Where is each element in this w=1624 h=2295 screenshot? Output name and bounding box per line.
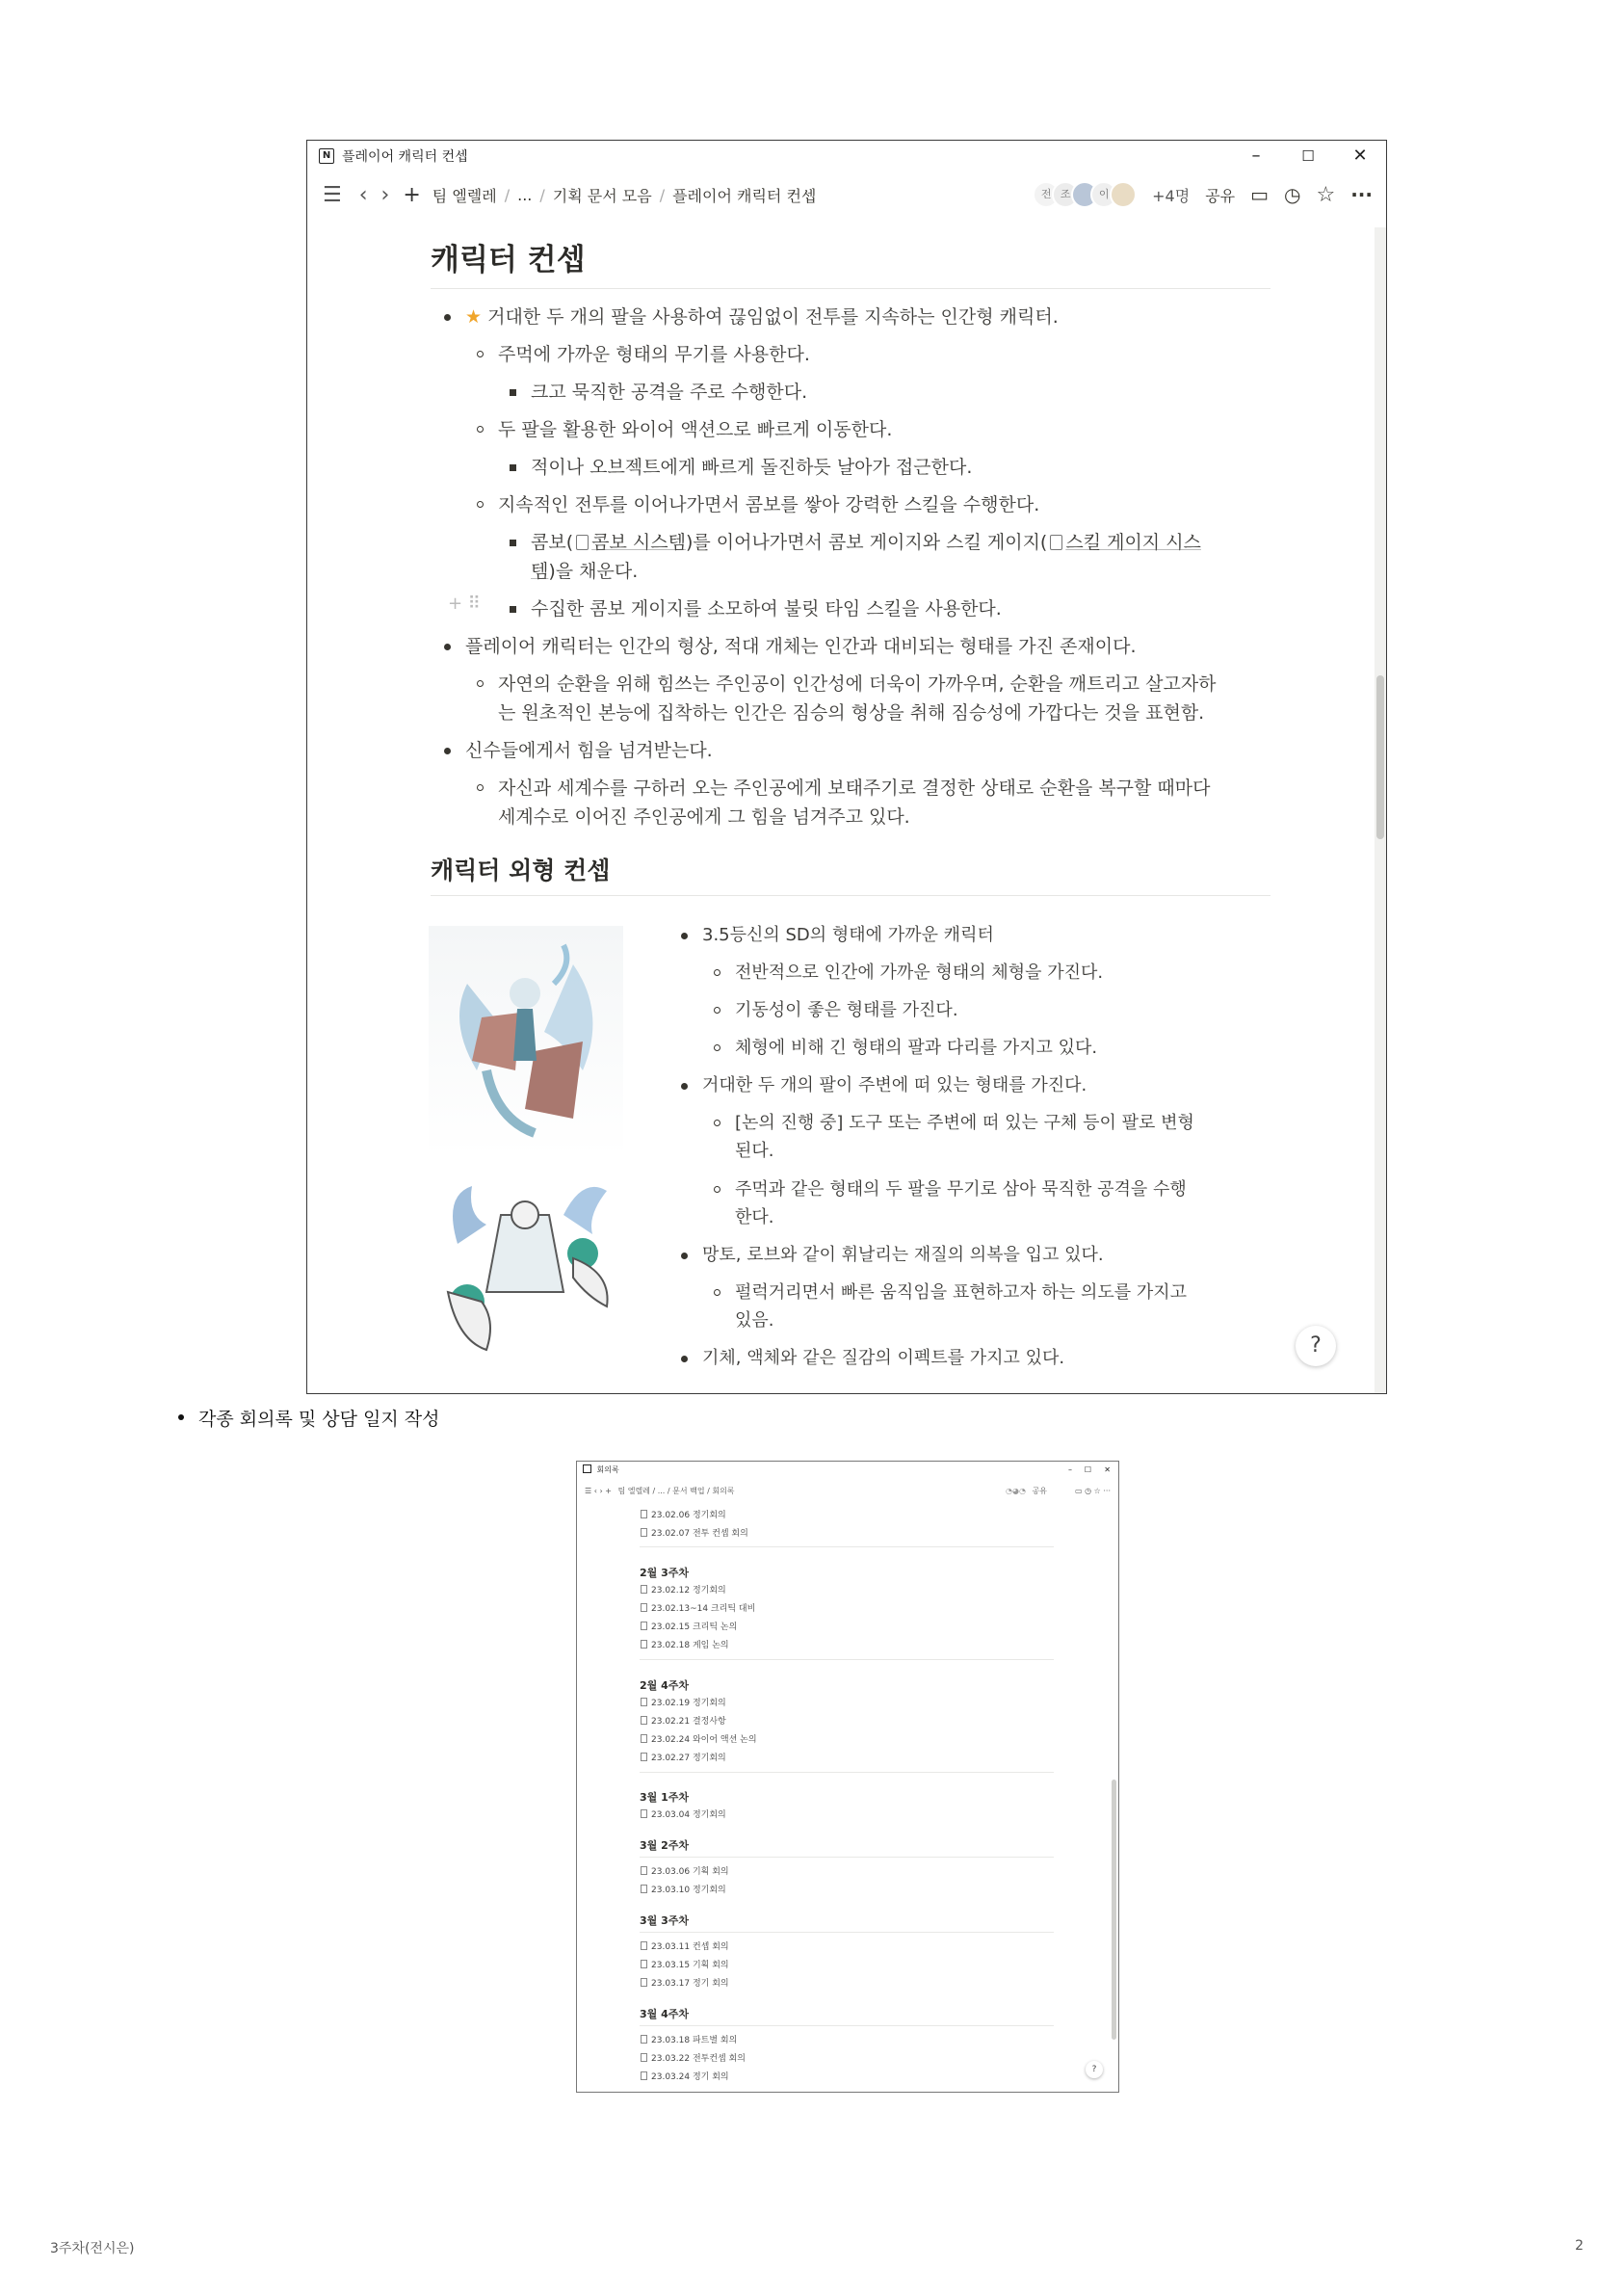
- page-link-icon: [1050, 535, 1062, 550]
- section-heading: 3월 1주차: [640, 1791, 690, 1804]
- divider: [640, 1659, 1054, 1660]
- share-button[interactable]: 공유: [1205, 186, 1236, 205]
- maximize-button[interactable]: ☐: [1084, 1465, 1091, 1474]
- avatar: 이: [1090, 181, 1117, 208]
- list-item[interactable]: 23.03.04 정기회의: [641, 1807, 726, 1820]
- list-item-continuation: 세계수로 이어진 주인공에게 그 힘을 넘겨주고 있다.: [498, 806, 910, 828]
- title-bar: [307, 141, 1386, 171]
- heading-character-concept: 캐릭터 컨셉: [431, 243, 586, 277]
- list-item-continuation: 있음.: [735, 1310, 774, 1331]
- avatar: [1110, 181, 1137, 208]
- star-emoji-icon: ★: [465, 306, 483, 328]
- list-item: 크고 묵직한 공격을 주로 수행한다.: [531, 378, 807, 407]
- list-item: 주먹에 가까운 형태의 무기를 사용한다.: [498, 340, 810, 369]
- breadcrumb-item-current[interactable]: 플레이어 캐릭터 컨셉: [672, 186, 817, 205]
- notion-window-character-concept: [306, 140, 1387, 1394]
- avatar-group[interactable]: [1040, 181, 1137, 208]
- close-button[interactable]: ✕: [1352, 145, 1368, 166]
- list-item: 자신과 세계수를 구하러 오는 주인공에게 보태주기로 결정한 상태로 순환을 복구할 때마다: [498, 774, 1211, 803]
- help-button[interactable]: ?: [1296, 1326, 1336, 1366]
- divider: [640, 1932, 1054, 1933]
- list-item: [논의 진행 중] 도구 또는 주변에 떠 있는 구체 등이 팔로 변형: [735, 1109, 1194, 1138]
- list-item: 전반적으로 인간에 가까운 형태의 체형을 가진다.: [735, 959, 1103, 988]
- breadcrumb[interactable]: 팀 엘렐레 / ... / 문서 백업 / 회의록: [617, 1487, 735, 1495]
- page-link-combo-system[interactable]: 콤보 시스템: [591, 532, 686, 553]
- window-title: 회의록: [596, 1465, 619, 1474]
- list-item[interactable]: 23.02.19 정기회의: [641, 1696, 726, 1708]
- list-item[interactable]: 23.03.10 정기회의: [641, 1883, 726, 1895]
- list-item[interactable]: 23.02.21 결정사항: [641, 1714, 726, 1727]
- character-concept-art-image: [429, 926, 623, 1379]
- add-icon[interactable]: +: [403, 182, 421, 207]
- list-item[interactable]: 23.02.24 와이어 액션 논의: [641, 1732, 757, 1745]
- section-heading: 3월 3주차: [640, 1914, 690, 1927]
- list-item: 3.5등신의 SD의 형태에 가까운 캐릭터: [702, 921, 994, 950]
- breadcrumb-item-team[interactable]: 팀 엘렐레: [432, 186, 497, 205]
- list-item: ★ 거대한 두 개의 팔을 사용하여 끊임없이 전투를 지속하는 인간형 캐릭터.: [465, 303, 1059, 331]
- list-item: 콤보( 콤보 시스템)를 이어나가면서 콤보 게이지와 스킬 게이지( 스킬 게이지 시스: [531, 528, 1201, 557]
- comment-icon[interactable]: ▭: [1250, 183, 1270, 206]
- page-number: 2: [1575, 2238, 1584, 2254]
- list-item: 펄럭거리면서 빠른 움직임을 표현하고자 하는 의도를 가지고: [735, 1279, 1187, 1307]
- sidebar-menu-icon[interactable]: ☰: [323, 182, 342, 207]
- breadcrumb-item-docs[interactable]: 기획 문서 모음: [552, 186, 652, 205]
- divider: [640, 1857, 1054, 1858]
- list-item[interactable]: 23.03.15 기획 회의: [641, 1958, 729, 1970]
- scrollbar-thumb[interactable]: [1376, 675, 1384, 839]
- block-drag-handle-icon[interactable]: + ⠿: [448, 594, 481, 614]
- list-item: 체형에 비해 긴 형태의 팔과 다리를 가지고 있다.: [735, 1034, 1097, 1063]
- section-heading: 3월 2주차: [640, 1839, 690, 1852]
- list-item: 적이나 오브젝트에게 빠르게 돌진하듯 날아가 접근한다.: [531, 453, 972, 482]
- footer-author: 3주차(전시은): [50, 2241, 135, 2256]
- list-item-continuation: 한다.: [735, 1207, 774, 1227]
- list-item-meeting-notes: 각종 회의록 및 상담 일지 작성: [198, 1405, 439, 1431]
- toolbar-icons[interactable]: ▭ ◷ ☆ ···: [1075, 1487, 1111, 1495]
- list-item: 수집한 콤보 게이지를 소모하여 불릿 타임 스킬을 사용한다.: [531, 594, 1002, 623]
- avatar-group[interactable]: ◔◕◔: [1006, 1487, 1026, 1495]
- back-arrow-icon[interactable]: ‹: [358, 182, 368, 207]
- list-item[interactable]: 23.02.13~14 크리틱 대비: [641, 1601, 755, 1614]
- list-item-continuation: 는 원초적인 본능에 집착하는 인간은 짐승의 형상을 취해 짐승성에 가깝다는 것을 표현함.: [498, 702, 1205, 724]
- list-item[interactable]: 23.02.07 전투 컨셉 회의: [641, 1526, 748, 1539]
- notion-window-meeting-notes: [576, 1461, 1119, 2093]
- list-item: 주먹과 같은 형태의 두 팔을 무기로 삼아 묵직한 공격을 수행: [735, 1175, 1187, 1204]
- divider: [640, 1546, 1054, 1547]
- history-clock-icon[interactable]: ◷: [1284, 183, 1301, 206]
- list-item[interactable]: 23.02.15 크리틱 논의: [641, 1620, 737, 1632]
- minimize-button[interactable]: –: [1068, 1465, 1072, 1474]
- list-item: 지속적인 전투를 이어나가면서 콤보를 쌓아 강력한 스킬을 수행한다.: [498, 490, 1039, 519]
- list-item: 망토, 로브와 같이 휘날리는 재질의 의복을 입고 있다.: [702, 1241, 1104, 1270]
- avatar: 조: [1052, 181, 1079, 208]
- list-item: 거대한 두 개의 팔이 주변에 떠 있는 형태를 가진다.: [702, 1071, 1087, 1100]
- list-item: 기체, 액체와 같은 질감의 이펙트를 가지고 있다.: [702, 1344, 1064, 1373]
- help-button[interactable]: ?: [1086, 2061, 1103, 2078]
- list-item-continuation: 템)을 채운다.: [531, 561, 639, 582]
- divider: [640, 2025, 1054, 2026]
- minimize-button[interactable]: –: [1251, 145, 1261, 166]
- notion-logo-icon: N: [319, 148, 334, 164]
- top-nav-bar: ☰ ‹ › + 팀 엘렐레 / ... / 기획 문서 모음 / 플레이어 캐릭터 컨셉 전 조 이 +4명 공유 ▭ ◷ ☆ ···: [323, 182, 1373, 207]
- list-item[interactable]: 23.03.24 정기 회의: [641, 2070, 729, 2082]
- forward-arrow-icon[interactable]: ›: [380, 182, 390, 207]
- list-item-continuation: 된다.: [735, 1141, 774, 1161]
- section-heading: 2월 3주차: [640, 1567, 690, 1579]
- title-bar: [577, 1462, 1118, 1479]
- more-members-count[interactable]: +4명: [1152, 186, 1191, 205]
- list-item[interactable]: 23.03.17 정기 회의: [641, 1976, 729, 1989]
- list-item[interactable]: 23.02.18 게임 논의: [641, 1638, 729, 1650]
- list-item[interactable]: 23.02.27 정기회의: [641, 1751, 726, 1763]
- list-item: 기동성이 좋은 형태를 가진다.: [735, 996, 958, 1025]
- list-item[interactable]: 23.03.11 컨셉 회의: [641, 1939, 729, 1952]
- heading-appearance-concept: 캐릭터 외형 컨셉: [431, 857, 611, 884]
- divider: [431, 288, 1270, 289]
- notion-logo-icon: [583, 1464, 591, 1473]
- favorite-star-icon[interactable]: ☆: [1316, 182, 1336, 207]
- sidebar-menu-icon[interactable]: ☰ ‹ › +: [585, 1487, 612, 1495]
- avatar: 전: [1033, 181, 1060, 208]
- divider: [431, 895, 1270, 896]
- more-options-icon[interactable]: ···: [1350, 183, 1373, 206]
- list-item: 신수들에게서 힘을 넘겨받는다.: [465, 736, 713, 765]
- window-title: 플레이어 캐릭터 컨셉: [342, 149, 468, 165]
- close-button[interactable]: ✕: [1104, 1465, 1111, 1474]
- page-link-icon: [576, 535, 589, 550]
- top-nav-bar: [577, 1479, 1118, 1504]
- list-item[interactable]: 23.02.12 정기회의: [641, 1583, 726, 1596]
- list-item[interactable]: 23.03.06 기획 회의: [641, 1864, 729, 1877]
- breadcrumb-item-ellipsis[interactable]: ...: [517, 185, 533, 204]
- section-heading: 3월 4주차: [640, 2008, 690, 2020]
- list-item: 플레이어 캐릭터는 인간의 형상, 적대 개체는 인간과 대비되는 형태를 가진 존재이다.: [465, 632, 1137, 661]
- divider: [640, 1772, 1054, 1773]
- list-item[interactable]: 23.02.06 정기회의: [641, 1508, 726, 1520]
- section-heading: 2월 4주차: [640, 1679, 690, 1692]
- list-item: 자연의 순환을 위해 힘쓰는 주인공이 인간성에 더욱이 가까우며, 순환을 깨트리고 살고자하: [498, 670, 1217, 699]
- scrollbar-thumb[interactable]: [1112, 1780, 1116, 2040]
- page-link-skill-gauge-system[interactable]: 스킬 게이지 시스: [1065, 532, 1201, 553]
- list-item[interactable]: 23.03.22 전투컨셉 회의: [641, 2051, 746, 2064]
- list-item: 두 팔을 활용한 와이어 액션으로 빠르게 이동한다.: [498, 415, 892, 444]
- maximize-button[interactable]: ☐: [1301, 147, 1315, 165]
- list-item[interactable]: 23.03.18 파트별 회의: [641, 2033, 737, 2045]
- share-button[interactable]: 공유: [1032, 1487, 1047, 1495]
